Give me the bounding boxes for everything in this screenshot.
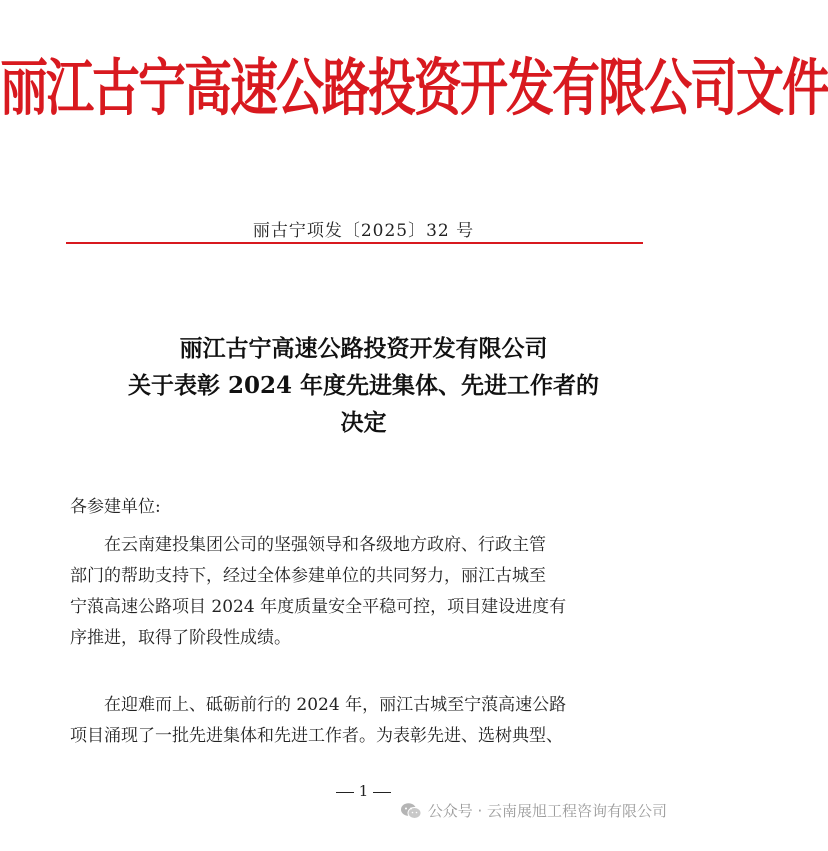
red-divider-line [66,242,643,244]
paragraph-1-line-3: 宁蒗高速公路项目 2024 年度质量安全平稳可控，项目建设进度有 [70,597,567,617]
title-line-2: 关于表彰 2024 年度先进集体、先进工作者的 [127,372,600,399]
paragraph-1-line-2: 部门的帮助支持下，经过全体参建单位的共同努力，丽江古城至 [70,566,546,586]
wechat-icon [400,802,422,820]
page-number-value: 1 [358,782,369,800]
document-number: 丽古宁项发〔2025〕32 号 [252,221,475,241]
paragraph-2-line-2: 项目涌现了一批先进集体和先进工作者。为表彰先进、选树典型、 [70,726,563,746]
paragraph-2 [70,690,650,752]
salutation: 各参建单位: [70,497,161,517]
title-line-3: 决定 [340,409,387,436]
paragraph-1-line-4: 序推进，取得了阶段性成绩。 [70,628,291,648]
watermark-text: 公众号 · 云南展旭工程咨询有限公司 [427,802,667,820]
page-number-right-dash [373,792,391,793]
page-number [0,782,727,800]
issuer-header: 丽江古宁高速公路投资开发有限公司文件 [0,52,828,125]
watermark [400,800,667,821]
page-number-left-dash [336,792,354,793]
title-line-1: 丽江古宁高速公路投资开发有限公司 [179,335,548,362]
paragraph-2-line-1: 在迎难而上、砥砺前行的 2024 年，丽江古城至宁蒗高速公路 [104,695,567,715]
paragraph-1-line-1: 在云南建投集团公司的坚强领导和各级地方政府、行政主管 [104,535,546,555]
document-title [0,330,727,441]
paragraph-1 [70,530,650,654]
